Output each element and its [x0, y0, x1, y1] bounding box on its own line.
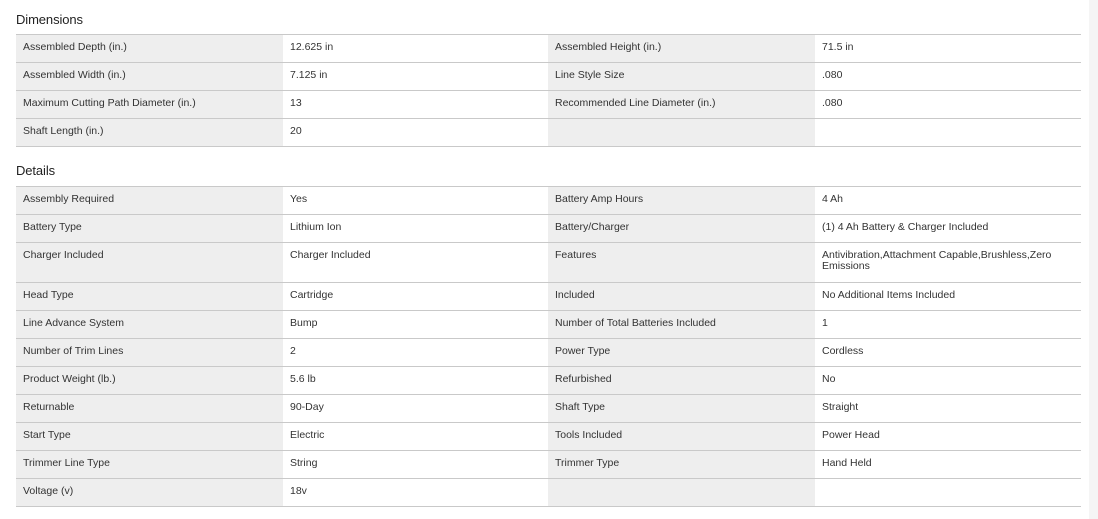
spec-label: Assembled Width (in.) — [16, 63, 283, 91]
spec-label: Shaft Length (in.) — [16, 119, 283, 147]
spec-value: 12.625 in — [283, 35, 548, 63]
dimensions-heading: Dimensions — [16, 12, 83, 27]
spec-value: 90-Day — [283, 395, 548, 423]
spec-value: Yes — [283, 187, 548, 215]
spec-value: Straight — [815, 395, 1081, 423]
table-row — [16, 311, 1081, 339]
details-heading: Details — [16, 163, 56, 178]
details-table — [16, 186, 1081, 507]
spec-label: Assembly Required — [16, 187, 283, 215]
table-row — [16, 63, 1081, 91]
spec-label: Shaft Type — [548, 395, 815, 423]
spec-label: Charger Included — [16, 243, 283, 283]
spec-value: Hand Held — [815, 451, 1081, 479]
spec-label: Line Advance System — [16, 311, 283, 339]
spec-value: Cordless — [815, 339, 1081, 367]
table-row — [16, 339, 1081, 367]
spec-label: Number of Trim Lines — [16, 339, 283, 367]
table-row — [16, 187, 1081, 215]
spec-label: Maximum Cutting Path Diameter (in.) — [16, 91, 283, 119]
table-row — [16, 91, 1081, 119]
spec-value: Power Head — [815, 423, 1081, 451]
spec-label: Battery/Charger — [548, 215, 815, 243]
spec-label: Battery Type — [16, 215, 283, 243]
table-row — [16, 243, 1081, 283]
spec-label: Tools Included — [548, 423, 815, 451]
table-row — [16, 35, 1081, 63]
spec-value: Antivibration,Attachment Capable,Brushless,Zero Emissions — [815, 243, 1081, 283]
spec-value: 2 — [283, 339, 548, 367]
spec-value: 18v — [283, 479, 548, 507]
spec-label: Product Weight (lb.) — [16, 367, 283, 395]
spec-value — [815, 479, 1081, 507]
spec-label: Power Type — [548, 339, 815, 367]
spec-value: (1) 4 Ah Battery & Charger Included — [815, 215, 1081, 243]
spec-value: .080 — [815, 63, 1081, 91]
spec-value: 1 — [815, 311, 1081, 339]
spec-value: Bump — [283, 311, 548, 339]
spec-label: Recommended Line Diameter (in.) — [548, 91, 815, 119]
spec-value: Charger Included — [283, 243, 548, 283]
dimensions-table — [16, 34, 1081, 147]
spec-value: No Additional Items Included — [815, 283, 1081, 311]
spec-label — [548, 119, 815, 147]
spec-value: .080 — [815, 91, 1081, 119]
spec-label: Features — [548, 243, 815, 283]
spec-value: 20 — [283, 119, 548, 147]
spec-value: String — [283, 451, 548, 479]
table-row — [16, 119, 1081, 147]
table-row — [16, 215, 1081, 243]
spec-value: 71.5 in — [815, 35, 1081, 63]
spec-value — [815, 119, 1081, 147]
spec-label: Returnable — [16, 395, 283, 423]
spec-label — [548, 479, 815, 507]
spec-label: Line Style Size — [548, 63, 815, 91]
spec-label: Trimmer Line Type — [16, 451, 283, 479]
spec-value: 4 Ah — [815, 187, 1081, 215]
spec-label: Included — [548, 283, 815, 311]
spec-value: 13 — [283, 91, 548, 119]
spec-label: Number of Total Batteries Included — [548, 311, 815, 339]
spec-label: Assembled Depth (in.) — [16, 35, 283, 63]
spec-value: No — [815, 367, 1081, 395]
spec-label: Refurbished — [548, 367, 815, 395]
spec-label: Battery Amp Hours — [548, 187, 815, 215]
table-row — [16, 479, 1081, 507]
spec-label: Voltage (v) — [16, 479, 283, 507]
spec-label: Assembled Height (in.) — [548, 35, 815, 63]
spec-value: Lithium Ion — [283, 215, 548, 243]
spec-value: 5.6 lb — [283, 367, 548, 395]
spec-value: 7.125 in — [283, 63, 548, 91]
table-row — [16, 283, 1081, 311]
spec-value: Cartridge — [283, 283, 548, 311]
table-row — [16, 395, 1081, 423]
spec-label: Head Type — [16, 283, 283, 311]
spec-value: Electric — [283, 423, 548, 451]
table-row — [16, 423, 1081, 451]
spec-label: Trimmer Type — [548, 451, 815, 479]
spec-label: Start Type — [16, 423, 283, 451]
table-row — [16, 451, 1081, 479]
table-row — [16, 367, 1081, 395]
